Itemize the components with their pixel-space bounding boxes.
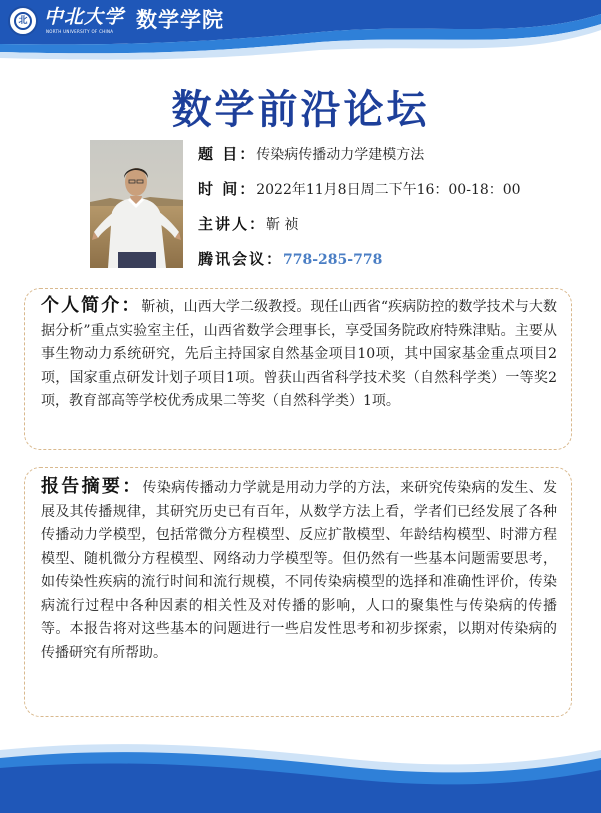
page-title: 数学前沿论坛 [171, 86, 430, 133]
time-value: 2022年11月8日周二下午16：00-18：00 [256, 182, 521, 198]
university-name: 中北大学 [44, 6, 125, 28]
bio-box [24, 288, 572, 450]
speaker-photo [90, 140, 183, 268]
speaker-row [198, 213, 298, 234]
school-name: 数学学院 [136, 8, 224, 32]
university-logo [8, 6, 38, 36]
bio-text: 靳祯，山西大学二级教授。现任山西省“疾病防控的数学技术与大数据分析”重点实验室主任，山西省数学会理事长，享受国务院政府特殊津贴。主要从事生物动力系统研究，先后主持国家自然基金项目10项，其中国家基金重点项目2项，国家重点研发计划子项目1项。曾获山西省科学技术奖（自然科学类）一等奖2项，教育部高等学校优秀成果二等奖（自然科学类）1项。 [41, 299, 558, 409]
meeting-row [198, 248, 382, 269]
seal-icon: 北 [14, 12, 32, 30]
topic-row [198, 143, 424, 164]
topic-value: 传染病传播动力学建模方法 [256, 147, 425, 163]
footer-banner [0, 728, 601, 813]
abstract-text: 传染病传播动力学就是用动力学的方法，来研究传染病的发生、发展及其传播规律，其研究历史已有百年，从数学方法上看，学者们已经发展了各种传播动力学模型，包括常微分方程模型、反应扩散模型、年龄结构模型、时滞方程模型、随机微分方程模型、网络动力学模型等。但仍然有一些基本问题需要思考，如传染性疾病的流行时间和流行规模，不同传染病模型的选择和准确性评价，传染病流行过程中各种因素的相关性及对传播的影响，人口的聚集性与传染病的传播等。本报告将对这些基本的问题进行一些启发性思考和初步探索，以期对传染病的传播研究有所帮助。 [41, 480, 557, 661]
bio-heading: 个人简介： [41, 295, 142, 316]
university-name-en: NORTH UNIVERSITY OF CHINA [46, 29, 114, 34]
time-label: 时 间： [198, 180, 257, 198]
abstract-paragraph [25, 468, 571, 665]
speaker-label: 主讲人： [198, 215, 267, 233]
topic-label: 题 目： [198, 145, 257, 163]
meeting-label: 腾讯会议： [198, 250, 284, 268]
speaker-value: 靳 祯 [266, 217, 299, 233]
time-row [198, 178, 521, 199]
meeting-id: 778-285-778 [283, 252, 383, 268]
bio-paragraph [25, 289, 571, 414]
abstract-heading: 报告摘要： [41, 476, 143, 497]
abstract-box [24, 467, 572, 717]
